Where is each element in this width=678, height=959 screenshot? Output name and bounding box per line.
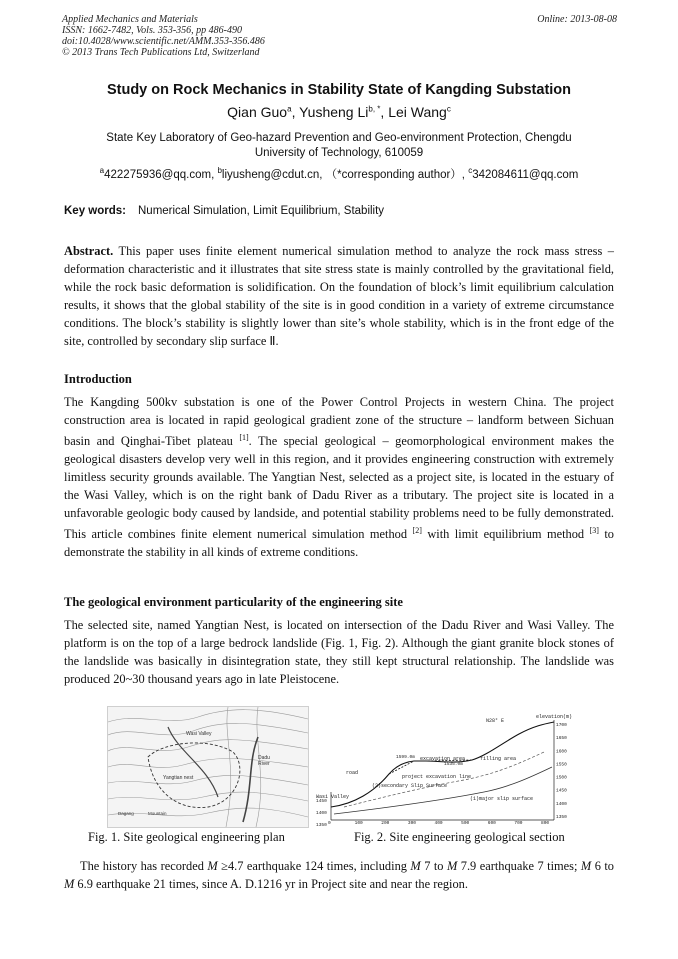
keywords-label: Key words: — [64, 205, 126, 217]
affiliation-line: University of Technology, 610059 — [254, 147, 424, 159]
author-sup: a — [287, 104, 292, 114]
citation-ref[interactable]: [2] — [412, 526, 422, 536]
elevation-label: elevation(m) — [536, 714, 573, 720]
history-paragraph — [64, 857, 614, 893]
email-sup: a — [99, 166, 105, 176]
affiliation-line: State Key Laboratory of Geo-hazard Prevention and Geo-environment Protection, Chengdu — [106, 132, 572, 144]
author-sup: c — [446, 104, 451, 114]
author-separator: , — [291, 104, 300, 120]
intro-text: . The special geological – geomorphological environment makes the geological disasters develop very well in this region, and it provides engineering construction with extremely limitless security grounds available. The Yangtian Nest, selected as a project site, is located in the estuary of the Wasi Valley, which is on the right bank of Dadu River as a tributary. The project site is located in a unfavorable geologic body caused by landside, and potential stability problems need to be fully demonstrated. This article combines finite element numerical simulation method — [64, 434, 614, 542]
wasi-valley-stream — [168, 727, 218, 797]
y-tick-label: 1550 — [556, 762, 567, 768]
project-line-label: project excavation line — [402, 774, 472, 780]
section-heading-geology: The geological environment particularity of the engineering site — [64, 595, 403, 609]
figure-2-section — [314, 712, 573, 828]
citation-ref[interactable]: [1] — [239, 433, 249, 442]
x-tick-label: 0 — [328, 821, 331, 826]
intro-text: to demonstrate the stability in all kinds of extreme conditions. — [64, 527, 615, 560]
landslide-boundary — [148, 743, 240, 808]
y-tick-label: 1650 — [556, 736, 567, 742]
author-name: Yusheng Li — [299, 104, 369, 120]
keywords-text: Numerical Simulation, Limit Equilibrium, Stability — [138, 205, 385, 217]
email-link[interactable]: 422275936@qq.com, — [104, 169, 218, 181]
history-text: ≥4.7 earthquake 124 times, including — [217, 859, 411, 873]
major-slip-label: (1)major slip surface — [470, 796, 534, 802]
keywords — [64, 205, 614, 217]
river-label: River — [258, 761, 270, 767]
y-tick-labels — [556, 722, 567, 820]
history-text: The history has recorded — [80, 859, 208, 873]
copyright: © 2013 Trans Tech Publications Ltd, Switzerland — [62, 47, 260, 58]
direction-label: N28° E — [486, 718, 505, 724]
left-tick-label: 1350 — [316, 823, 327, 828]
paper-title: Study on Rock Mechanics in Stability State of Kangding Substation — [106, 82, 572, 98]
wasi-label: Wasi Valley — [186, 731, 212, 737]
y-tick-label: 1400 — [556, 801, 567, 807]
x-tick-label: 300 — [407, 821, 416, 826]
abstract — [64, 242, 614, 350]
dadu-label: Dadu — [258, 755, 270, 761]
author-name: Qian Guo — [227, 104, 288, 120]
author-name: Lei Wang — [388, 104, 447, 120]
y-tick-label: 1600 — [556, 749, 567, 755]
figure-1-plan-map — [107, 706, 309, 828]
email-sup: c — [468, 166, 473, 176]
magnitude-symbol: M — [64, 877, 75, 891]
filling-label: filling area — [480, 756, 517, 762]
x-tick-labels — [328, 820, 549, 826]
email-list — [40, 166, 638, 182]
history-text: 6 to — [591, 859, 614, 873]
x-tick-label: 700 — [514, 821, 523, 826]
left-tick-labels — [316, 798, 327, 828]
intro-text: The Kangding 500kv substation is one of the Power Control Projects in western China. The project construction area is located in rapid geological gradient zone of the structure – landform between Sichuan basin and Qinghai-Tibet plateau — [64, 395, 614, 449]
magnitude-symbol: M — [446, 859, 458, 873]
introduction-paragraph — [64, 393, 614, 561]
ground-profile — [331, 722, 554, 807]
section-heading-introduction: Introduction — [64, 372, 132, 386]
affiliation — [60, 131, 618, 161]
y-tick-label: 1500 — [556, 775, 567, 781]
x-tick-label: 200 — [381, 821, 390, 826]
mountain-label: Mountain — [148, 811, 167, 816]
magnitude-symbol: M — [207, 859, 218, 873]
plan-map-graphic — [108, 707, 308, 827]
history-text: 7 to — [420, 859, 447, 873]
section-graphic — [314, 712, 573, 828]
y-tick-label: 1700 — [556, 723, 567, 728]
figure-2-caption: Fig. 2. Site engineering geological section — [354, 830, 565, 844]
x-tick-label: 800 — [541, 821, 550, 826]
x-tick-label: 400 — [434, 821, 443, 826]
email-sup: b — [217, 166, 222, 176]
magnitude-symbol: M — [410, 859, 421, 873]
geology-paragraph: The selected site, named Yangtian Nest, is located on intersection of the Dadu River and Wasi Valley. The platform is on the top of a large bedrock landslide (Fig. 1, Fig. 2). Although the giant granite block stones of the landslide was basically in disintegration state, they still kept structural relationship. The landslide was produced 20~30 thousand years ago in late Pleistocene. — [64, 618, 614, 686]
magnitude-symbol: M — [580, 859, 592, 873]
abstract-text: This paper uses finite element numerical simulation method to analyze the rock mass stress – deformation characteristic and it illustrates that site stress state is mainly controlled by the gravitational field, while the rock basic deformation is solidification. On the foundation of block’s limit equilibrium calculation results, it shows that the global stability of the site is in good condition in a variety of extreme circumstance conditions. The block’s stability is slightly lower than site’s whole stability, which is in the front edge of the site, controlled by secondary slip surface Ⅱ. — [64, 244, 614, 348]
history-text: 6.9 earthquake 21 times, since A. D.1216 yr in Project site and near the region. — [74, 877, 468, 891]
author-separator: , — [380, 104, 389, 120]
journal-header — [62, 14, 617, 58]
abstract-label: Abstract. — [64, 244, 114, 258]
email-link[interactable]: liyusheng@cdut.cn, （*corresponding author）, — [221, 169, 469, 181]
excavation-label: excavation area — [420, 756, 466, 762]
place-label: Dagang — [118, 811, 134, 816]
secondary-slip-label: (2)secondary Slip Surface — [372, 783, 448, 789]
x-tick-label: 600 — [487, 821, 496, 826]
journal-name: Applied Mechanics and Materials — [62, 14, 198, 25]
doi: doi:10.4028/www.scientific.net/AMM.353-356.486 — [62, 36, 265, 47]
elev-label-1: 1599.0m — [396, 755, 415, 760]
history-text: 7.9 earthquake 7 times; — [457, 859, 581, 873]
left-tick-label: 1400 — [316, 811, 327, 816]
x-tick-label: 100 — [354, 821, 363, 826]
wasi-valley-label: Wasi Valley — [316, 794, 350, 800]
elev-label-2: 1535.0m — [444, 762, 463, 767]
y-tick-label: 1350 — [556, 815, 567, 820]
author-sup: b, * — [368, 104, 381, 114]
yangtian-label: Yangtian nest — [163, 775, 194, 781]
author-list — [40, 104, 638, 120]
dadu-river-course — [243, 737, 258, 822]
online-date: Online: 2013-08-08 — [537, 14, 617, 25]
contour-lines — [108, 707, 308, 827]
road-label: road — [346, 770, 359, 776]
figure-1-caption: Fig. 1. Site geological engineering plan — [88, 830, 285, 844]
y-tick-label: 1450 — [556, 788, 567, 794]
issn: ISSN: 1662-7482, Vols. 353-356, pp 486-490 — [62, 25, 242, 36]
x-tick-label: 500 — [461, 821, 470, 826]
intro-text: with limit equilibrium method — [421, 527, 590, 542]
citation-ref[interactable]: [3] — [589, 526, 599, 536]
left-tick-label: 1450 — [316, 799, 327, 804]
email-link[interactable]: 342084611@qq.com — [472, 169, 579, 181]
